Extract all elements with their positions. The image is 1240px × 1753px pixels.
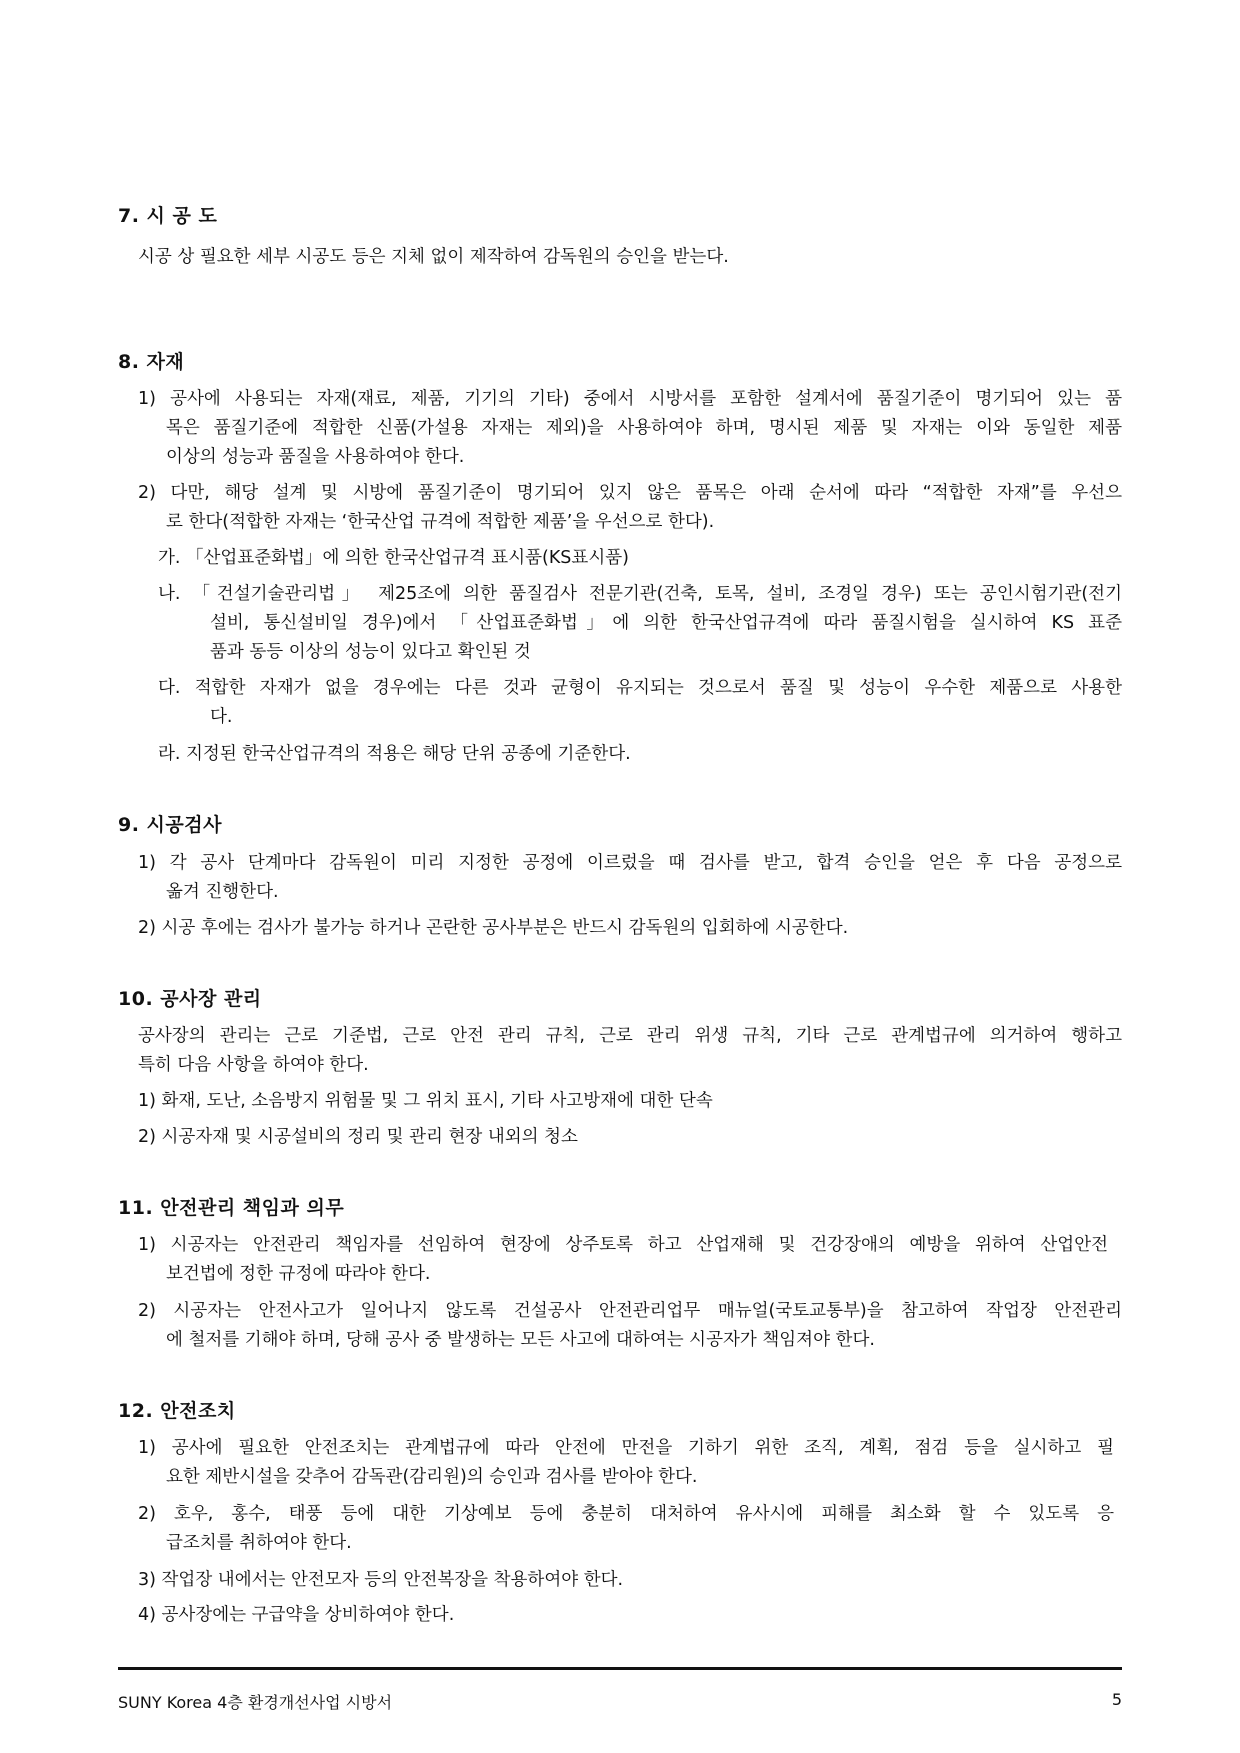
section-7-paragraph: 시공 상 필요한 세부 시공도 등은 지체 없이 제작하여 감독원의 승인을 받는다. [138,247,729,267]
section-8-sub-na-line-1: 나. 「건설기술관리법」 제25조에 의한 품질검사 전문기관(건축, 토목, 설비, 조경일 경우) 또는 공인시험기관(전기 [158,584,1122,604]
section-12-item-2-line-1: 2) 호우, 홍수, 태풍 등에 대한 기상예보 등에 충분히 대처하여 유사시에 피해를 최소화 할 수 있도록 응 [138,1504,1114,1524]
section-12-item-2-line-2: 급조치를 취하여야 한다. [166,1533,352,1553]
section-8-sub-ga: 가. 「산업표준화법」에 의한 한국산업규격 표시품(KS표시품) [158,548,629,568]
footer-document-title: SUNY Korea 4층 환경개선사업 시방서 [118,1693,393,1712]
section-8-item-1-line-1: 1) 공사에 사용되는 자재(재료, 제품, 기기의 기타) 중에서 시방서를 포함한 설계서에 품질기준이 명기되어 있는 품 [138,389,1122,409]
section-11-heading: 11. 안전관리 책임과 의무 [118,1197,345,1219]
section-10-paragraph-line-2: 특히 다음 사항을 하여야 한다. [138,1055,369,1075]
section-12-item-1-line-1: 1) 공사에 필요한 안전조치는 관계법규에 따라 안전에 만전을 기하기 위한 조직, 계획, 점검 등을 실시하고 필 [138,1438,1114,1458]
section-12-item-1-line-2: 요한 제반시설을 갖추어 감독관(감리원)의 승인과 검사를 받아야 한다. [166,1467,698,1487]
footer-divider [118,1667,1122,1670]
section-12-item-3: 3) 작업장 내에서는 안전모자 등의 안전복장을 착용하여야 한다. [138,1570,624,1590]
section-10-heading: 10. 공사장 관리 [118,988,262,1010]
section-9-item-1-line-1: 1) 각 공사 단계마다 감독원이 미리 지정한 공정에 이르렀을 때 검사를 받고, 합격 승인을 얻은 후 다음 공정으로 [138,853,1122,873]
section-11-item-1-line-1: 1) 시공자는 안전관리 책임자를 선임하여 현장에 상주토록 하고 산업재해 및 건강장애의 예방을 위하여 산업안전 [138,1235,1108,1255]
section-8-sub-ra: 라. 지정된 한국산업규격의 적용은 해당 단위 공종에 기준한다. [158,744,631,764]
section-9-item-1-line-2: 옮겨 진행한다. [166,882,279,902]
section-12-item-4: 4) 공사장에는 구급약을 상비하여야 한다. [138,1605,455,1625]
section-9-heading: 9. 시공검사 [118,814,222,836]
section-12-heading: 12. 안전조치 [118,1400,236,1422]
footer-page-number: 5 [1111,1690,1122,1709]
section-11-item-1-line-2: 보건법에 정한 규정에 따라야 한다. [166,1264,431,1284]
section-8-item-2-line-1: 2) 다만, 해당 설계 및 시방에 품질기준이 명기되어 있지 않은 품목은 아래 순서에 따라 “적합한 자재”를 우선으 [138,483,1122,503]
section-8-sub-da-line-1: 다. 적합한 자재가 없을 경우에는 다른 것과 균형이 유지되는 것으로서 품질 및 성능이 우수한 제품으로 사용한 [158,678,1122,698]
section-8-item-1-line-2: 목은 품질기준에 적합한 신품(가설용 자재는 제외)을 사용하여야 하며, 명시된 제품 및 자재는 이와 동일한 제품 [166,418,1122,438]
section-11-item-2-line-1: 2) 시공자는 안전사고가 일어나지 않도록 건설공사 안전관리업무 매뉴얼(국토교통부)을 참고하여 작업장 안전관리 [138,1301,1122,1321]
section-8-sub-na-line-2: 설비, 통신설비일 경우)에서 「산업표준화법」에 의한 한국산업규격에 따라 품질시험을 실시하여 KS 표준 [210,613,1122,633]
section-7-heading: 7. 시 공 도 [118,205,218,227]
section-10-item-2: 2) 시공자재 및 시공설비의 정리 및 관리 현장 내외의 청소 [138,1127,578,1147]
section-8-heading: 8. 자재 [118,351,185,373]
section-11-item-2-line-2: 에 철저를 기해야 하며, 당해 공사 중 발생하는 모든 사고에 대하여는 시공자가 책임져야 한다. [166,1330,875,1350]
section-9-item-2: 2) 시공 후에는 검사가 불가능 하거나 곤란한 공사부분은 반드시 감독원의 입회하에 시공한다. [138,918,849,938]
section-8-sub-na-line-3: 품과 동등 이상의 성능이 있다고 확인된 것 [210,642,531,662]
section-8-item-1-line-3: 이상의 성능과 품질을 사용하여야 한다. [166,447,465,467]
section-10-item-1: 1) 화재, 도난, 소음방지 위험물 및 그 위치 표시, 기타 사고방재에 대한 단속 [138,1091,713,1111]
section-8-sub-da-line-2: 다. [210,707,233,727]
section-8-item-2-line-2: 로 한다(적합한 자재는 ‘한국산업 규격에 적합한 제품’을 우선으로 한다). [166,512,715,532]
section-10-paragraph-line-1: 공사장의 관리는 근로 기준법, 근로 안전 관리 규칙, 근로 관리 위생 규칙, 기타 근로 관계법규에 의거하여 행하고 [138,1026,1122,1046]
